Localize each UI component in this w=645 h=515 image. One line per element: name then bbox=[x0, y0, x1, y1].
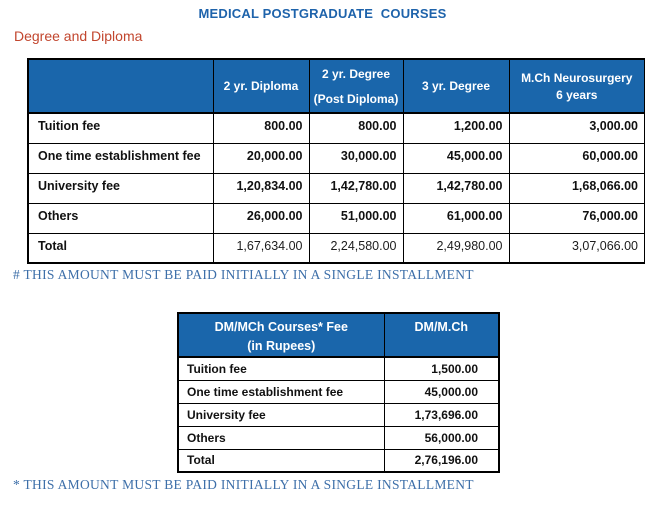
fee-value: 1,500.00 bbox=[384, 357, 499, 380]
total-value: 2,76,196.00 bbox=[384, 449, 499, 472]
total-value: 2,49,980.00 bbox=[403, 233, 509, 263]
total-value: 2,24,580.00 bbox=[309, 233, 403, 263]
section-subtitle-degree-and-diploma: Degree and Diploma bbox=[14, 28, 143, 44]
table-header-row bbox=[178, 313, 499, 357]
row-label: University fee bbox=[178, 403, 384, 426]
fee-value: 20,000.00 bbox=[213, 143, 309, 173]
fee-value: 26,000.00 bbox=[213, 203, 309, 233]
table-row-one-time-establishment-fee bbox=[28, 143, 645, 173]
table-row-total bbox=[28, 233, 645, 263]
fee-value: 1,73,696.00 bbox=[384, 403, 499, 426]
column-header-dm-mch bbox=[384, 313, 499, 357]
table-row-one-time-establishment-fee bbox=[178, 380, 499, 403]
table-row-others bbox=[28, 203, 645, 233]
row-label: Tuition fee bbox=[178, 357, 384, 380]
table-row-tuition-fee bbox=[178, 357, 499, 380]
table-row-total bbox=[178, 449, 499, 472]
column-header-label: M.Ch Neurosurgery bbox=[521, 70, 633, 85]
table-row-university-fee bbox=[28, 173, 645, 203]
fee-value: 1,200.00 bbox=[403, 113, 509, 143]
fee-value: 56,000.00 bbox=[384, 426, 499, 449]
column-header-2yr-diploma bbox=[213, 59, 309, 113]
fee-value: 76,000.00 bbox=[509, 203, 645, 233]
column-header-2yr-degree-post-diploma bbox=[309, 59, 403, 113]
fee-value: 51,000.00 bbox=[309, 203, 403, 233]
fee-value: 1,20,834.00 bbox=[213, 173, 309, 203]
row-label: University fee bbox=[28, 173, 213, 203]
column-header-label-line2: (in Rupees) bbox=[247, 339, 316, 353]
column-header-label: DM/M.Ch bbox=[414, 320, 468, 334]
row-label: Tuition fee bbox=[28, 113, 213, 143]
fee-value: 800.00 bbox=[309, 113, 403, 143]
column-header-label-line2: 6 years bbox=[556, 87, 598, 102]
fee-value: 1,42,780.00 bbox=[403, 173, 509, 203]
row-label: Others bbox=[28, 203, 213, 233]
fee-value: 60,000.00 bbox=[509, 143, 645, 173]
fee-value: 30,000.00 bbox=[309, 143, 403, 173]
table-row-university-fee bbox=[178, 403, 499, 426]
fee-value: 45,000.00 bbox=[403, 143, 509, 173]
table-row-tuition-fee bbox=[28, 113, 645, 143]
column-header-label: 2 yr. Diploma bbox=[223, 79, 299, 93]
row-label: One time establishment fee bbox=[178, 380, 384, 403]
fee-value: 1,42,780.00 bbox=[309, 173, 403, 203]
column-header-label: 2 yr. Degree bbox=[321, 66, 391, 81]
column-header-label: DM/MCh Courses* Fee bbox=[214, 320, 348, 334]
row-label: Total bbox=[28, 233, 213, 263]
row-label: Total bbox=[178, 449, 384, 472]
table-row-others bbox=[178, 426, 499, 449]
fee-value: 61,000.00 bbox=[403, 203, 509, 233]
column-header-dm-mch-courses-fee bbox=[178, 313, 384, 357]
column-header-3yr-degree bbox=[403, 59, 509, 113]
column-header-mch-neurosurgery bbox=[509, 59, 645, 113]
fee-value: 800.00 bbox=[213, 113, 309, 143]
degree-diploma-fees-table bbox=[27, 58, 645, 264]
fee-value: 3,000.00 bbox=[509, 113, 645, 143]
total-value: 3,07,066.00 bbox=[509, 233, 645, 263]
fee-value: 45,000.00 bbox=[384, 380, 499, 403]
footnote-single-installment-dm-mch: * THIS AMOUNT MUST BE PAID INITIALLY IN A SINGLE INSTALLMENT bbox=[13, 477, 474, 492]
column-header-label: 3 yr. Degree bbox=[421, 79, 491, 93]
column-header-label-line2: (Post Diploma) bbox=[313, 91, 399, 106]
column-header-empty bbox=[28, 59, 213, 113]
fee-value: 1,68,066.00 bbox=[509, 173, 645, 203]
dm-mch-fees-table bbox=[177, 312, 500, 473]
row-label: One time establishment fee bbox=[28, 143, 213, 173]
page-title: MEDICAL POSTGRADUATE COURSES bbox=[198, 6, 447, 21]
table-header-row bbox=[28, 59, 645, 113]
row-label: Others bbox=[178, 426, 384, 449]
total-value: 1,67,634.00 bbox=[213, 233, 309, 263]
footnote-single-installment-degree: # THIS AMOUNT MUST BE PAID INITIALLY IN A SINGLE INSTALLMENT bbox=[13, 267, 474, 282]
